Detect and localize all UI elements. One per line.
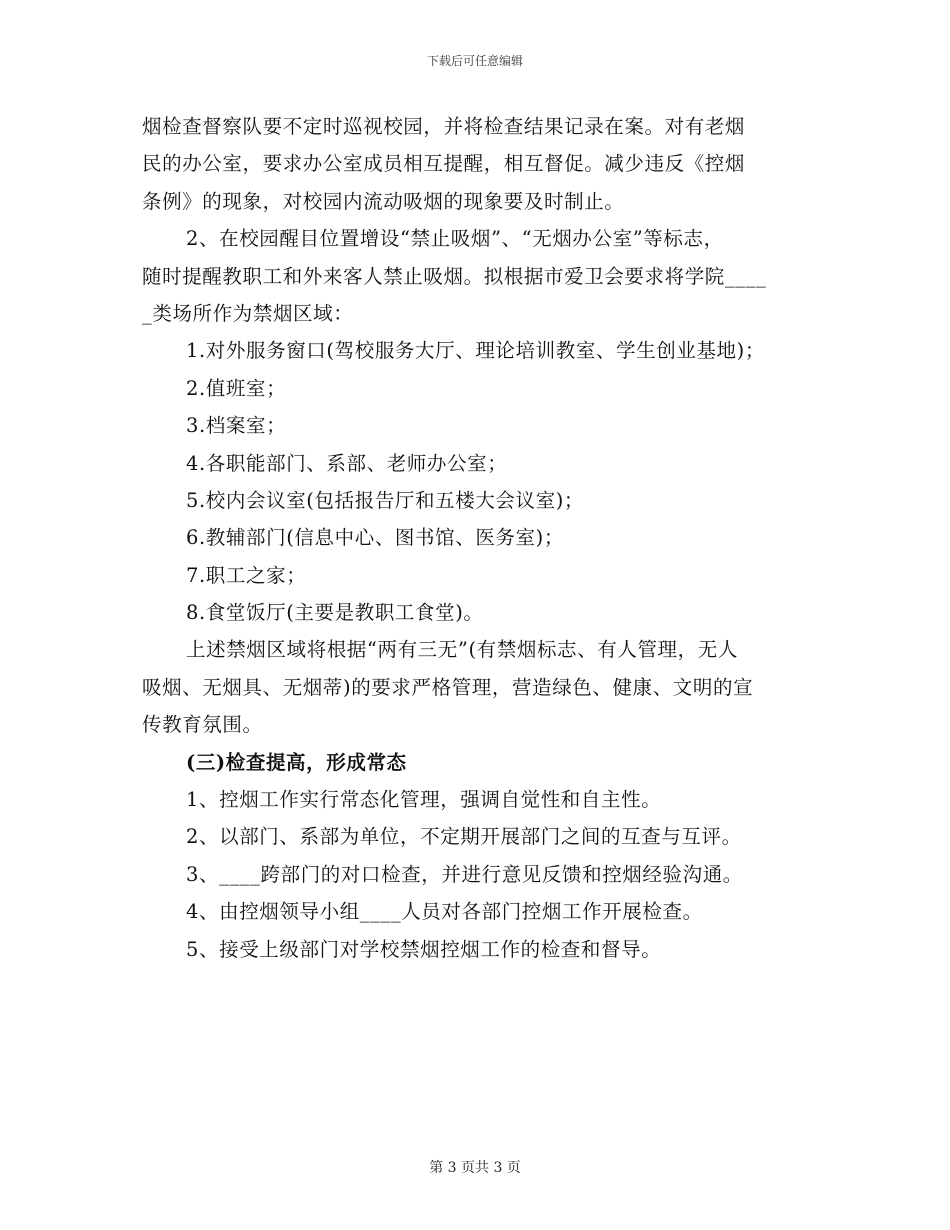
body-line: 随时提醒教职工和外来客人禁止吸烟。拟根据市爱卫会要求将学院____ [142, 264, 767, 288]
paragraph-item-2: 2、在校园醒目位置增设“禁止吸烟”、“无烟办公室”等标志， [186, 227, 724, 251]
list-item: 3.档案室； [186, 414, 287, 438]
page-header: 下载后可任意编辑 [426, 54, 523, 68]
body-line: _类场所作为禁烟区域： [142, 301, 354, 325]
list-item: 2、以部门、系部为单位，不定期开展部门之间的互查与互评。 [186, 825, 742, 849]
body-line: 传教育氛围。 [142, 713, 263, 737]
paragraph-start: 上述禁烟区域将根据“两有三无”(有禁烟标志、有人管理，无人 [186, 638, 738, 662]
list-item: 1、控烟工作实行常态化管理，强调自觉性和自主性。 [186, 788, 662, 812]
list-item: 5、接受上级部门对学校禁烟控烟工作的检查和督导。 [186, 937, 662, 961]
list-item: 3、____跨部门的对口检查，并进行意见反馈和控烟经验沟通。 [186, 862, 743, 886]
list-item: 4.各职能部门、系部、老师办公室； [186, 451, 508, 475]
list-item: 8.食堂饭厅(主要是教职工食堂)。 [186, 601, 484, 625]
body-line: 烟检查督察队要不定时巡视校园，并将检查结果记录在案。对有老烟 [142, 115, 746, 138]
section-heading: (三)检查提高，形成常态 [186, 750, 407, 774]
list-item: 7.职工之家； [186, 563, 307, 587]
list-item: 4、由控烟领导小组____人员对各部门控烟工作开展检查。 [186, 900, 703, 924]
body-line: 吸烟、无烟具、无烟蒂)的要求严格管理，营造绿色、健康、文明的宣 [142, 675, 754, 699]
body-line: 条例》的现象，对校园内流动吸烟的现象要及时制止。 [142, 189, 625, 213]
page-footer: 第 3 页共 3 页 [429, 1160, 521, 1176]
document-body [142, 108, 806, 968]
list-item: 2.值班室； [186, 376, 287, 400]
body-line: 民的办公室，要求办公室成员相互提醒，相互督促。减少违反《控烟 [142, 152, 746, 176]
list-item: 6.教辅部门(信息中心、图书馆、医务室)； [186, 526, 564, 550]
list-item: 5.校内会议室(包括报告厅和五楼大会议室)； [186, 488, 585, 512]
list-item: 1.对外服务窗口(驾校服务大厅、理论培训教室、学生创业基地)； [186, 339, 765, 363]
